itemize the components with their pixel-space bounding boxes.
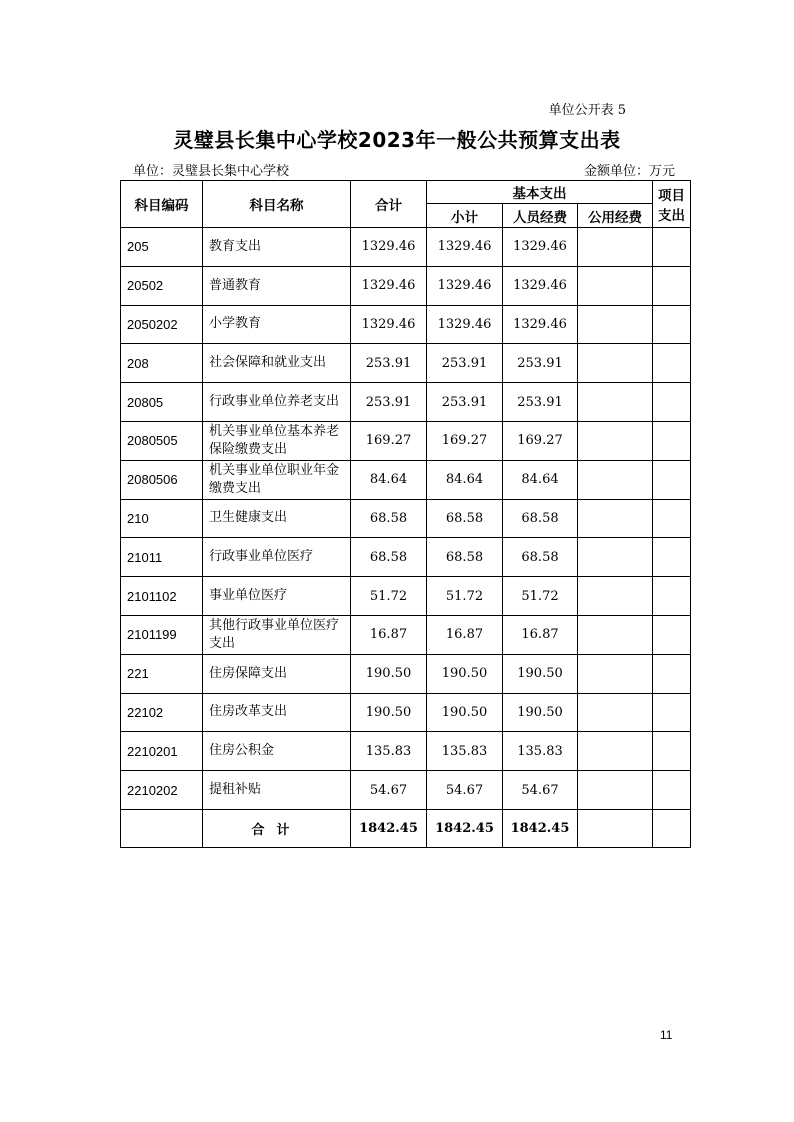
cell-name: 行政事业单位医疗 [203,538,351,577]
cell-total: 1329.46 [351,266,427,305]
page-number: 11 [660,1028,673,1042]
cell-code: 2080506 [121,460,203,499]
cell-subtotal: 1329.46 [427,305,503,344]
cell-project [653,266,691,305]
table-row [121,577,691,616]
table-row [121,228,691,267]
cell-public [578,693,653,732]
cell-public [578,499,653,538]
cell-total: 51.72 [351,577,427,616]
table-row [121,344,691,383]
cell-public [578,228,653,267]
table-row [121,538,691,577]
cell-code: 221 [121,654,203,693]
total-personnel: 1842.45 [503,809,578,847]
cell-total: 169.27 [351,421,427,460]
table-row [121,460,691,499]
cell-code: 20502 [121,266,203,305]
cell-personnel: 253.91 [503,344,578,383]
table-row [121,693,691,732]
table-row [121,654,691,693]
cell-project [653,538,691,577]
cell-name: 住房改革支出 [203,693,351,732]
header-project: 项目支出 [653,181,691,228]
cell-personnel: 84.64 [503,460,578,499]
cell-project [653,732,691,771]
cell-public [578,421,653,460]
cell-name: 小学教育 [203,305,351,344]
cell-personnel: 16.87 [503,615,578,654]
cell-name: 提租补贴 [203,771,351,810]
cell-public [578,577,653,616]
cell-project [653,771,691,810]
cell-project [653,499,691,538]
header-basic: 基本支出 [427,181,653,204]
cell-subtotal: 68.58 [427,538,503,577]
cell-project [653,421,691,460]
cell-project [653,460,691,499]
header-name: 科目名称 [203,181,351,228]
cell-code: 2101102 [121,577,203,616]
cell-project [653,615,691,654]
cell-subtotal: 190.50 [427,693,503,732]
cell-total: 68.58 [351,538,427,577]
cell-public [578,460,653,499]
cell-subtotal: 68.58 [427,499,503,538]
cell-personnel: 68.58 [503,538,578,577]
total-subtotal: 1842.45 [427,809,503,847]
cell-subtotal: 253.91 [427,344,503,383]
cell-name: 行政事业单位养老支出 [203,383,351,422]
cell-name: 住房公积金 [203,732,351,771]
cell-total: 54.67 [351,771,427,810]
total-public [578,809,653,847]
cell-personnel: 1329.46 [503,266,578,305]
cell-total: 84.64 [351,460,427,499]
cell-name: 机关事业单位基本养老保险缴费支出 [203,421,351,460]
cell-code: 210 [121,499,203,538]
cell-total: 135.83 [351,732,427,771]
cell-total: 16.87 [351,615,427,654]
total-project [653,809,691,847]
total-label: 合计 [203,809,351,847]
header-public: 公用经费 [578,204,653,228]
cell-public [578,732,653,771]
cell-project [653,228,691,267]
cell-total: 253.91 [351,383,427,422]
table-row [121,771,691,810]
unit-row [133,160,675,179]
cell-public [578,615,653,654]
header-personnel: 人员经费 [503,204,578,228]
cell-personnel: 253.91 [503,383,578,422]
cell-subtotal: 54.67 [427,771,503,810]
unit-name: 单位：灵璧县长集中心学校 [133,164,290,179]
cell-project [653,654,691,693]
cell-public [578,344,653,383]
cell-subtotal: 135.83 [427,732,503,771]
amount-unit: 金额单位：万元 [583,164,675,179]
header-code: 科目编码 [121,181,203,228]
cell-name: 普通教育 [203,266,351,305]
table-row [121,421,691,460]
page-title: 灵璧县长集中心学校2023年一般公共预算支出表 [173,128,621,152]
cell-public [578,266,653,305]
cell-public [578,654,653,693]
table-label: 单位公开表 5 [548,103,626,118]
table-row [121,383,691,422]
cell-public [578,305,653,344]
cell-subtotal: 1329.46 [427,228,503,267]
cell-code: 2210202 [121,771,203,810]
cell-total: 1329.46 [351,305,427,344]
cell-personnel: 1329.46 [503,228,578,267]
cell-name: 住房保障支出 [203,654,351,693]
cell-name: 卫生健康支出 [203,499,351,538]
cell-code: 2080505 [121,421,203,460]
cell-name: 其他行政事业单位医疗支出 [203,615,351,654]
cell-project [653,577,691,616]
cell-project [653,383,691,422]
cell-subtotal: 1329.46 [427,266,503,305]
cell-subtotal: 16.87 [427,615,503,654]
budget-table [120,180,691,848]
header-subtotal: 小计 [427,204,503,228]
table-row [121,732,691,771]
cell-total: 190.50 [351,654,427,693]
cell-name: 事业单位医疗 [203,577,351,616]
total-code-cell [121,809,203,847]
table-row [121,499,691,538]
cell-subtotal: 51.72 [427,577,503,616]
cell-public [578,538,653,577]
cell-personnel: 51.72 [503,577,578,616]
total-row [121,809,691,847]
cell-personnel: 1329.46 [503,305,578,344]
cell-code: 2101199 [121,615,203,654]
cell-subtotal: 84.64 [427,460,503,499]
cell-total: 1329.46 [351,228,427,267]
cell-public [578,383,653,422]
cell-name: 教育支出 [203,228,351,267]
cell-name: 社会保障和就业支出 [203,344,351,383]
cell-name: 机关事业单位职业年金缴费支出 [203,460,351,499]
cell-subtotal: 253.91 [427,383,503,422]
cell-personnel: 135.83 [503,732,578,771]
cell-total: 253.91 [351,344,427,383]
header-row [121,181,691,204]
cell-personnel: 190.50 [503,693,578,732]
cell-personnel: 169.27 [503,421,578,460]
cell-public [578,771,653,810]
cell-personnel: 54.67 [503,771,578,810]
table-row [121,266,691,305]
cell-code: 21011 [121,538,203,577]
cell-project [653,693,691,732]
table-row [121,305,691,344]
cell-code: 205 [121,228,203,267]
cell-personnel: 190.50 [503,654,578,693]
cell-code: 22102 [121,693,203,732]
cell-personnel: 68.58 [503,499,578,538]
cell-project [653,344,691,383]
cell-subtotal: 169.27 [427,421,503,460]
cell-total: 68.58 [351,499,427,538]
cell-code: 2050202 [121,305,203,344]
total-total: 1842.45 [351,809,427,847]
cell-code: 20805 [121,383,203,422]
header-total: 合计 [351,181,427,228]
cell-code: 2210201 [121,732,203,771]
cell-subtotal: 190.50 [427,654,503,693]
cell-total: 190.50 [351,693,427,732]
cell-code: 208 [121,344,203,383]
table-row [121,615,691,654]
cell-project [653,305,691,344]
